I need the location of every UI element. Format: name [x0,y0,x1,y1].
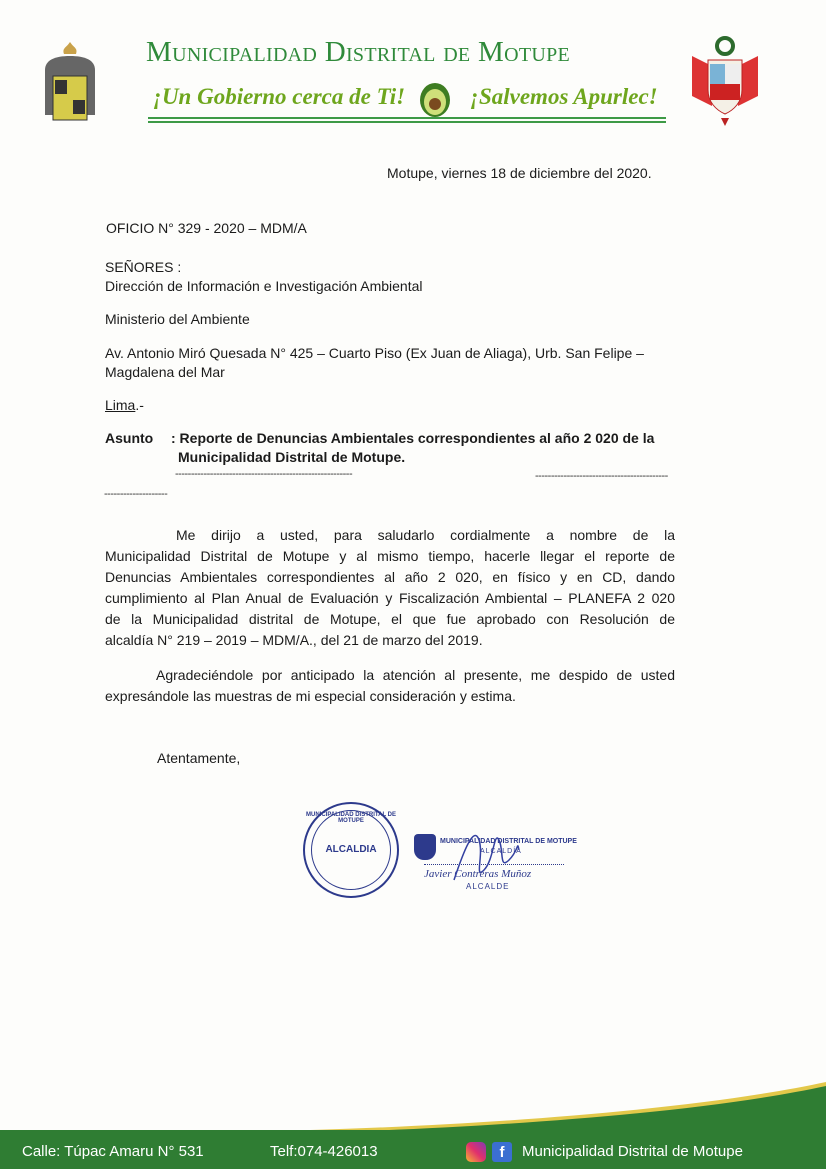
recipient-address1: Av. Antonio Miró Quesada N° 425 – Cuarto Piso (Ex Juan de Aliaga), Urb. San Felipe – [105,345,644,361]
body-line: cumplimiento al Plan Anual de Evaluación y Fiscalización Ambiental – PLANEFA 2 020 [105,590,675,606]
subject-line2: Municipalidad Distrital de Motupe. [178,449,406,465]
alcaldia-stamp [303,802,399,898]
avocado-icon [415,74,455,118]
letter-date: Motupe, viernes 18 de diciembre del 2020. [387,165,652,181]
recipient-salutation: SEÑORES : [105,259,182,275]
body-line: Municipalidad Distrital de Motupe y al mismo tiempo, hacerle llegar el reporte de [105,548,675,564]
recipient-address2: Magdalena del Mar [105,364,225,380]
footer-social: Municipalidad Distrital de Motupe [522,1143,743,1160]
facebook-icon: f [492,1142,512,1162]
subject-line1: : Reporte de Denuncias Ambientales correspondientes al año 2 020 de la [171,430,655,446]
recipient-line2: Ministerio del Ambiente [105,311,250,327]
recipient-city [105,397,144,413]
header-rule [148,117,666,119]
header-rule [148,121,666,123]
body-line: de la Municipalidad distrital de Motupe, el que fue aprobado con Resolución de [105,611,675,627]
body-line: Me dirijo a usted, para saludarlo cordialmente a nombre de la [176,527,675,543]
recipient-line1: Dirección de Información e Investigación Ambiental [105,278,423,294]
oficio-number: OFICIO N° 329 - 2020 – MDM/A [106,220,307,236]
municipality-title: Municipalidad Distrital de Motupe [146,36,571,68]
city-name: Lima [105,397,136,413]
signature-role: ALCALDE [466,882,510,891]
closing: Atentamente, [157,750,241,766]
signature-org: MUNICIPALIDAD DISTRITAL DE MOTUPE [440,838,577,845]
body-line: Denuncias Ambientales correspondientes al año 2 020, en físico y en CD, dando [105,569,675,585]
body-line: Agradeciéndole por anticipado la atención al presente, me despido de usted [156,667,675,683]
footer-wave [0,1060,826,1140]
divider-dashes: -------------------------------------------------------- [175,468,353,480]
body-line: expresándole las muestras de mi especial consideración y estima. [105,688,516,704]
instagram-icon [466,1142,486,1162]
district-coat-of-arms [35,40,105,128]
signature-office: ALCALDÍA [480,848,522,855]
crest-icon [414,834,436,860]
footer-phone: Telf:074-426013 [270,1143,378,1160]
footer-address: Calle: Túpac Amaru N° 531 [22,1143,204,1160]
stamp-ring-text: MUNICIPALIDAD DISTRITAL DE MOTUPE [306,812,396,824]
city-suffix: .- [135,397,144,413]
divider-dashes: ------------------------------------------ [535,470,668,482]
slogan-left: ¡Un Gobierno cerca de Ti! [153,84,406,109]
signature-block [414,830,584,900]
divider-dashes: -------------------- [104,488,168,500]
handwritten-signature [444,820,524,895]
stamp-center-text: ALCALDIA [325,844,377,855]
signature-name: Javier Contreras Muñoz [424,868,532,880]
slogan-right: ¡Salvemos Apurlec! [470,84,658,109]
peru-coat-of-arms [688,36,762,128]
body-line: alcaldía N° 219 – 2019 – MDM/A., del 21 de marzo del 2019. [105,632,483,648]
footer-bar [0,1130,826,1169]
subject-label: Asunto [105,430,154,446]
